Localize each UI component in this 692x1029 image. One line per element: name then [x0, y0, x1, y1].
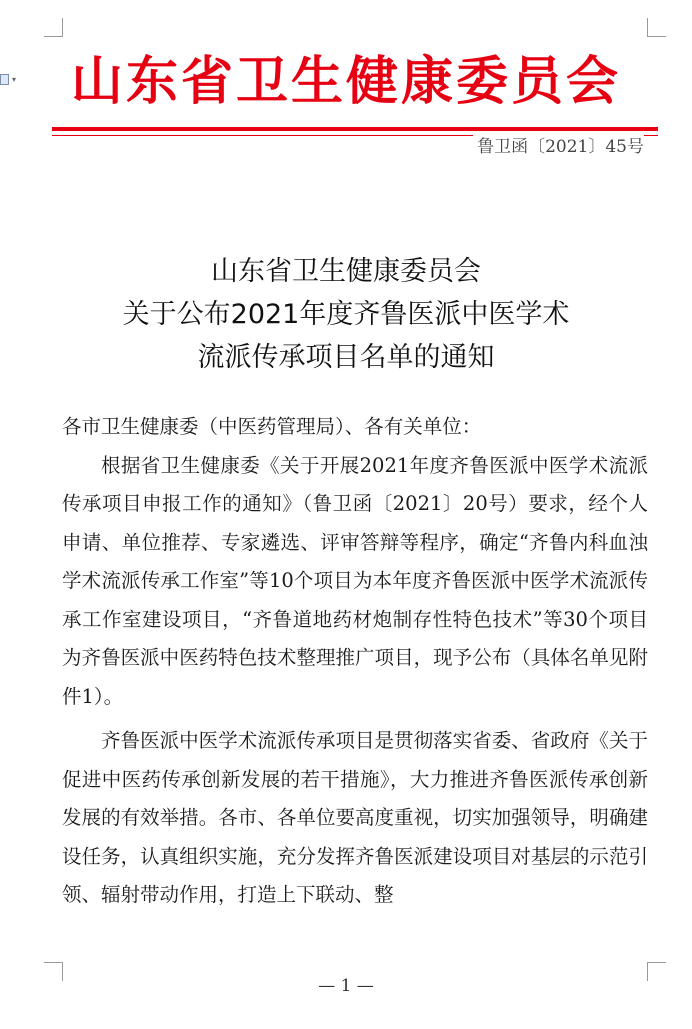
crop-mark-top-left	[44, 18, 63, 37]
paragraph-2: 齐鲁医派中医学术流派传承项目是贯彻落实省委、省政府《关于促进中医药传承创新发展的若干措施》，大力推进齐鲁医派传承创新发展的有效举措。各市、各单位要高度重视，切实加强领导，明确建设任务，认真组织实施，充分发挥齐鲁医派建设项目对基层的示范引领、辐射带动作用，打造上下联动、整	[62, 729, 648, 906]
document-number: 鲁卫函〔2021〕45号	[473, 132, 644, 157]
title-line-2: 关于公布2021年度齐鲁医派中医学术	[122, 299, 570, 330]
masthead-divider-thick	[52, 127, 658, 131]
document-body	[62, 408, 648, 915]
paragraph-1: 根据省卫生健康委《关于开展2021年度齐鲁医派中医学术流派传承项目申报工作的通知》（鲁卫函〔2021〕20号）要求，经个人申请、单位推荐、专家遴选、评审答辩等程序，确定“齐鲁内科血浊学术流派传承工作室”等10个项目为本年度齐鲁医派中医学术流派传承工作室建设项目，“齐鲁道地药材炮制存性特色技术”等30个项目为齐鲁医派中医药特色技术整理推广项目，现予公布（具体名单见附件1）。	[62, 453, 648, 708]
document-title	[0, 250, 692, 379]
salutation: 各市卫生健康委（中医药管理局）、各有关单位：	[62, 415, 482, 438]
page-number: — 1 —	[318, 976, 374, 996]
title-line-1: 山东省卫生健康委员会	[211, 256, 481, 287]
title-line-3: 流派传承项目名单的通知	[197, 342, 495, 373]
chevron-down-icon: ▾	[12, 74, 17, 84]
masthead-organization: 山东省卫生健康委员会	[70, 52, 621, 112]
crop-mark-top-right	[647, 18, 666, 37]
